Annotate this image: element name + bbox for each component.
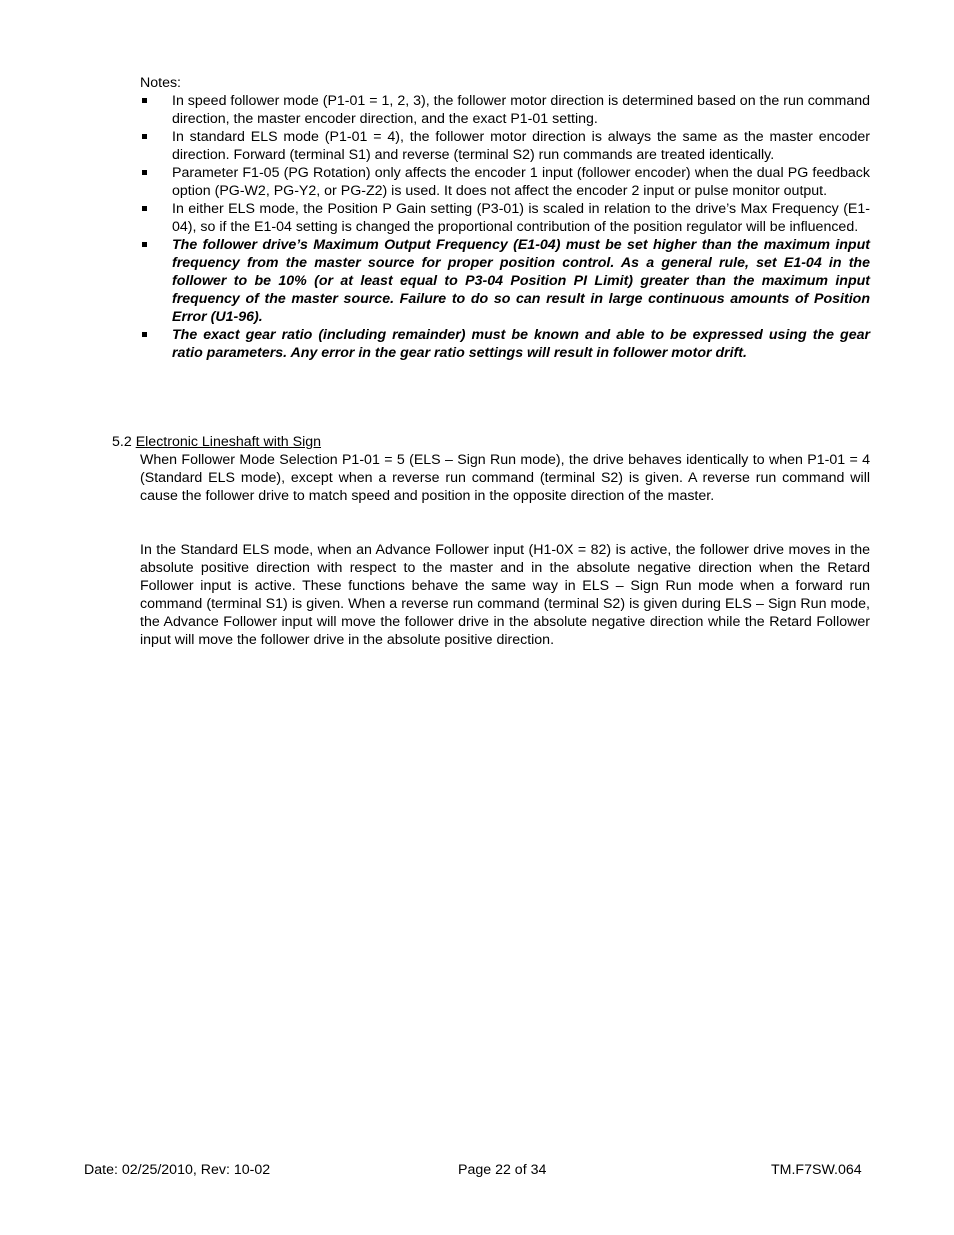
body-paragraph-2: In the Standard ELS mode, when an Advance Follower input (H1-0X = 82) is active, the follower drive moves in the absolute positive direction with respect to the master and in the absolute negative direction when the Retard Follower input is active. These functions behave the same way in ELS – Sign Run mode when a forward run command (terminal S1) is given. When a reverse run command (terminal S2) is given during ELS – Sign Run mode, the Advance Follower input will move the follower drive in the absolute negative direction while the Retard Follower input will move the follower drive in the absolute positive direction.: [140, 542, 870, 648]
square-bullet-icon: [142, 170, 147, 175]
note-item-4: [140, 200, 870, 236]
section-heading: [112, 433, 321, 451]
notes-list: [140, 92, 870, 362]
footer-document-id: TM.F7SW.064: [771, 1162, 862, 1178]
note-text: The follower drive’s Maximum Output Frequency (E1-04) must be set higher than the maximum input frequency from the master source for proper position control. As a general rule, set E1-04 in the follower to be 10% (or at least equal to P3-04 Position PI Limit) greater than the maximum input frequency of the master source. Failure to do so can result in large continuous amounts of Position Error (U1-96).: [172, 237, 870, 325]
square-bullet-icon: [142, 332, 147, 337]
square-bullet-icon: [142, 206, 147, 211]
note-item-3: [140, 164, 870, 200]
note-text: In either ELS mode, the Position P Gain setting (P3-01) is scaled in relation to the drive’s Max Frequency (E1-04), so if the E1-04 setting is changed the proportional contribution of the position regulator will be influenced.: [172, 201, 870, 235]
note-item-6-emphasis: [140, 326, 870, 362]
note-text: Parameter F1-05 (PG Rotation) only affects the encoder 1 input (follower encoder) when the dual PG feedback option (PG-W2, PG-Y2, or PG-Z2) is used. It does not affect the encoder 2 input or pulse monitor output.: [172, 165, 870, 199]
note-text: In standard ELS mode (P1-01 = 4), the follower motor direction is always the same as the master encoder direction. Forward (terminal S1) and reverse (terminal S2) run commands are treated identically.: [172, 129, 870, 163]
square-bullet-icon: [142, 242, 147, 247]
body-paragraph-1: When Follower Mode Selection P1-01 = 5 (ELS – Sign Run mode), the drive behaves identically to when P1-01 = 4 (Standard ELS mode), except when a reverse run command (terminal S2) is given. A reverse run command will cause the follower drive to match speed and position in the opposite direction of the master.: [140, 452, 870, 504]
square-bullet-icon: [142, 98, 147, 103]
note-item-1: [140, 92, 870, 128]
notes-label: Notes:: [140, 75, 182, 91]
section-number: 5.2: [112, 434, 132, 450]
footer-date-revision: Date: 02/25/2010, Rev: 10-02: [84, 1162, 271, 1178]
note-text: The exact gear ratio (including remainder) must be known and able to be expressed using the gear ratio parameters. Any error in the gear ratio settings will result in follower motor drift.: [172, 327, 870, 361]
section-title: Electronic Lineshaft with Sign: [135, 434, 322, 450]
square-bullet-icon: [142, 134, 147, 139]
note-item-2: [140, 128, 870, 164]
footer-page-number: Page 22 of 34: [458, 1162, 547, 1178]
note-text: In speed follower mode (P1-01 = 1, 2, 3), the follower motor direction is determined based on the run command direction, the master encoder direction, and the exact P1-01 setting.: [172, 93, 870, 127]
note-item-5-emphasis: [140, 236, 870, 326]
